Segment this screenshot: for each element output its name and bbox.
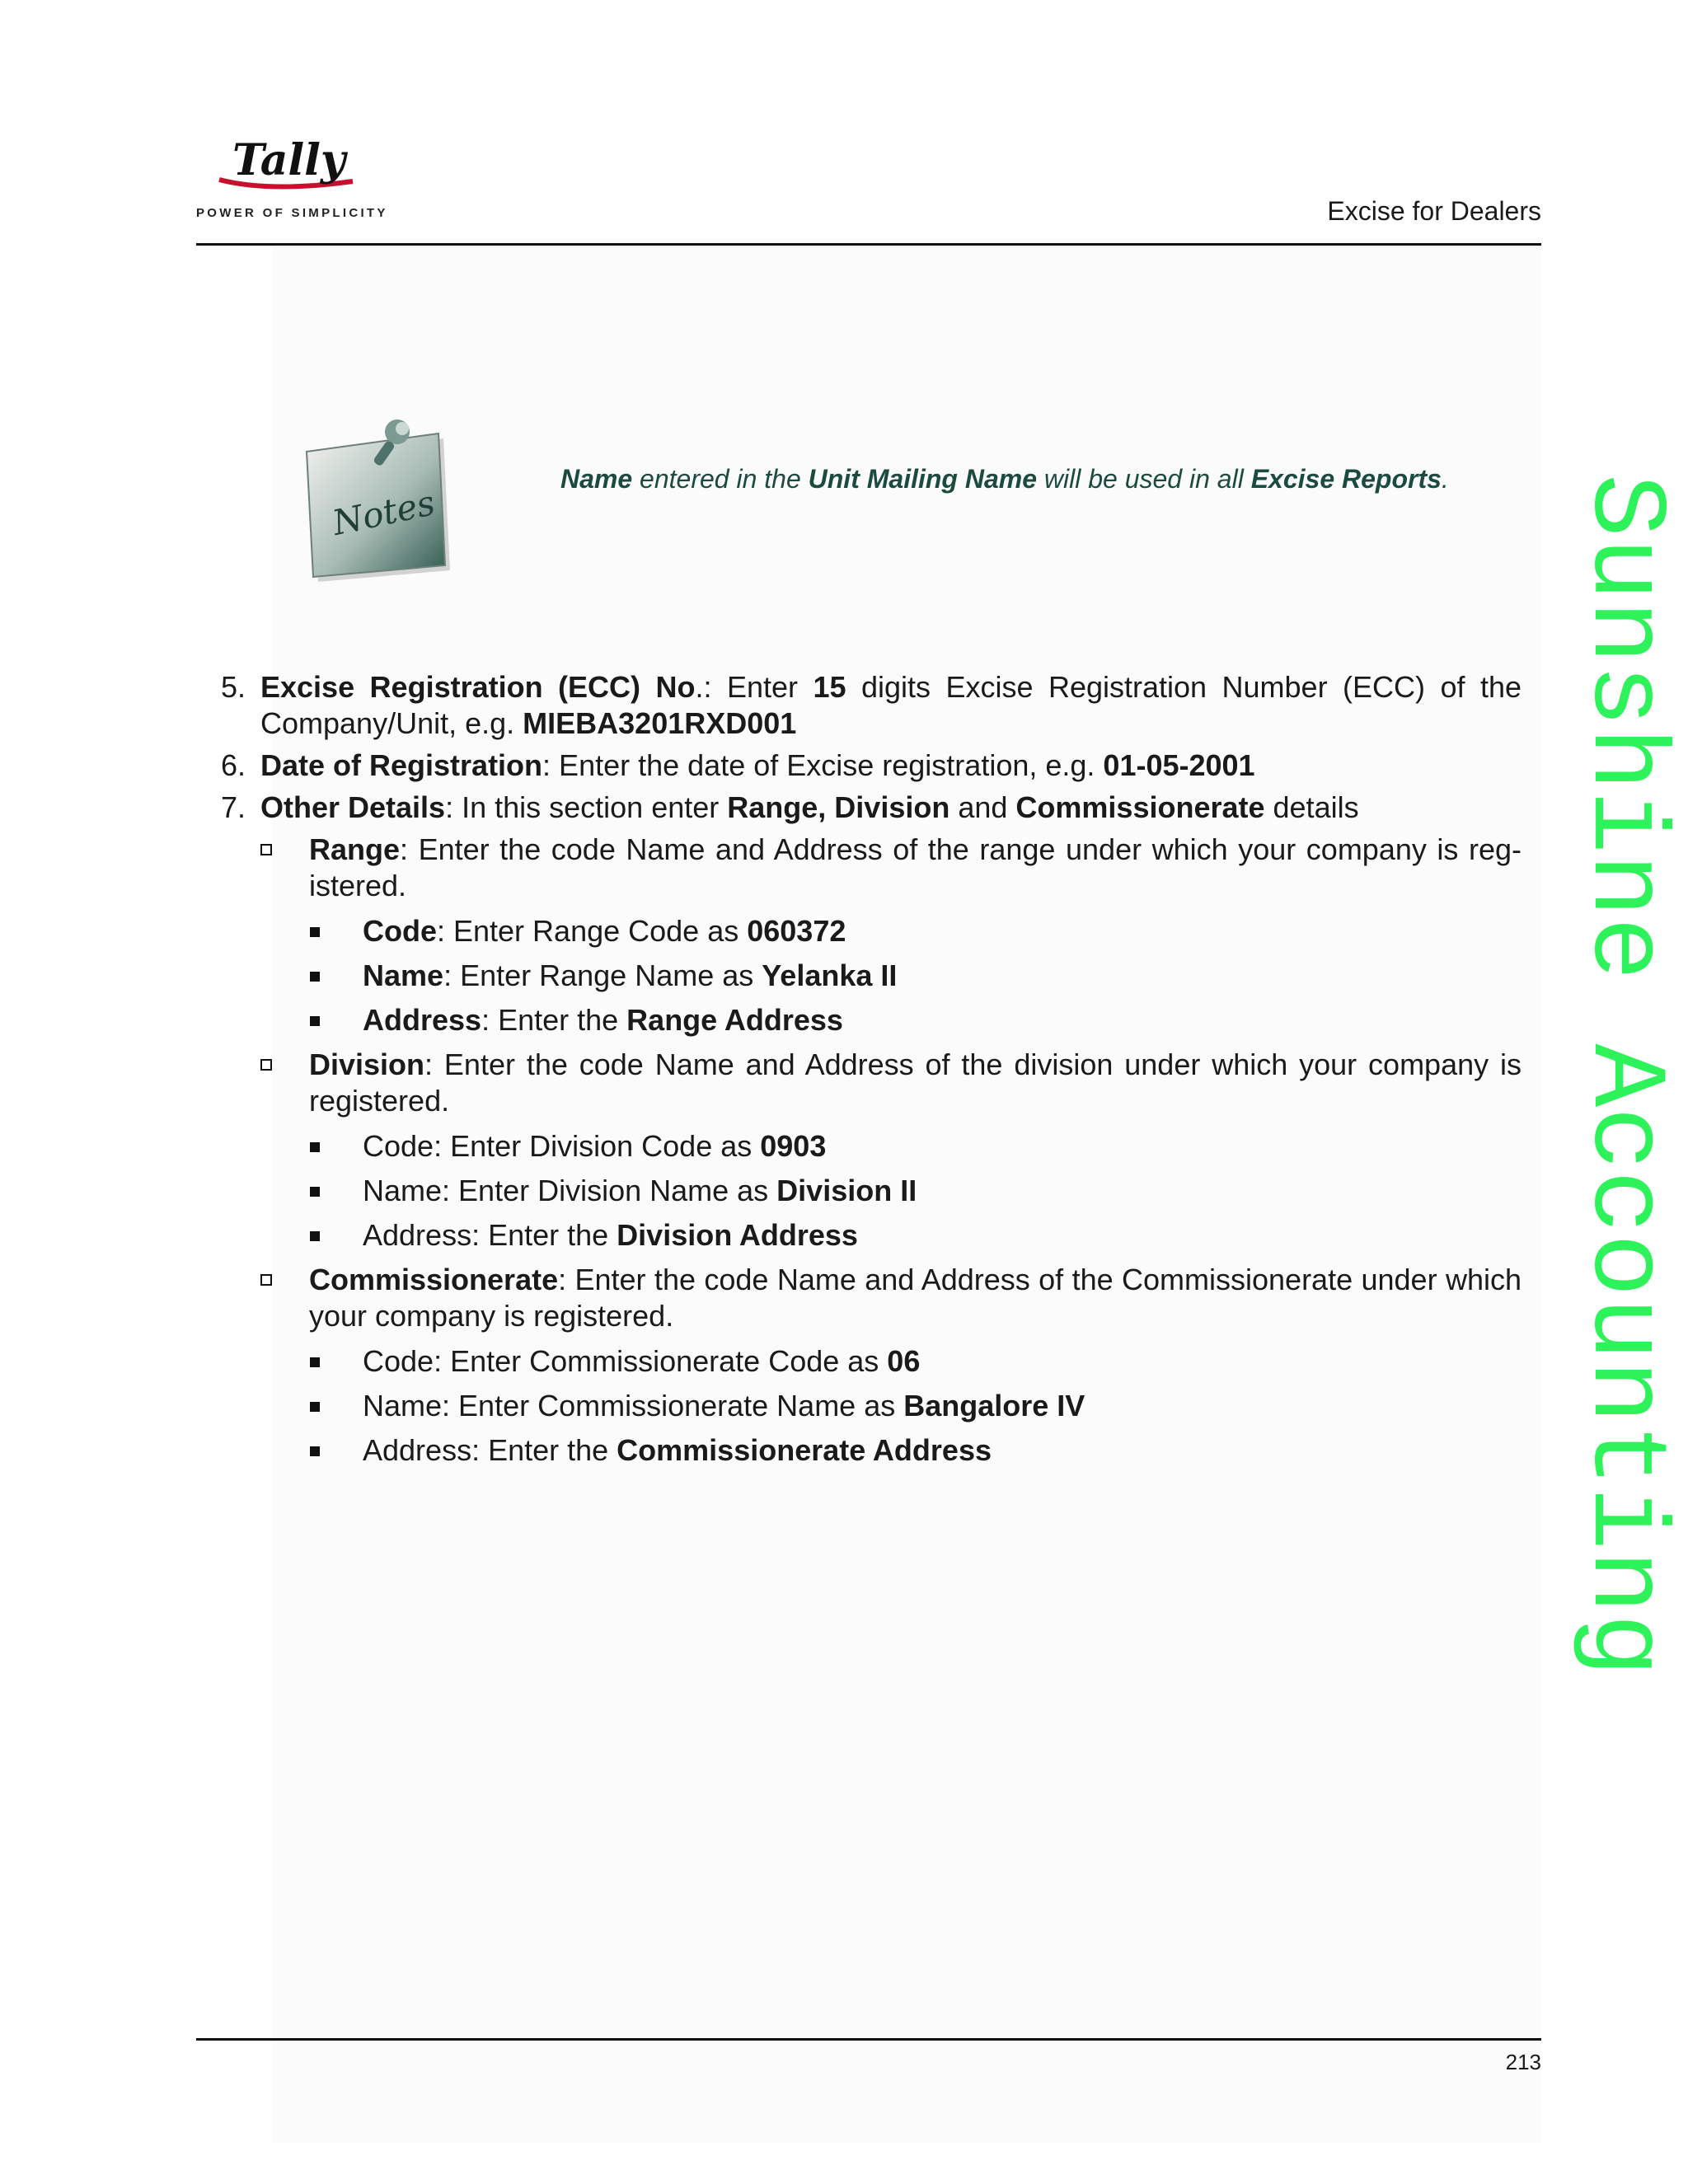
text: details <box>1264 790 1359 824</box>
list-item <box>221 1217 1522 1262</box>
bullet-icon <box>310 1402 320 1412</box>
other-details-label: Other Details <box>260 790 446 824</box>
page-number: 213 <box>1505 2050 1541 2074</box>
digit-count: 15 <box>813 670 846 704</box>
division-section <box>221 1047 1522 1119</box>
list-number: 6. <box>221 748 246 782</box>
chapter-title: Excise for Dealers <box>1327 196 1541 226</box>
value: 0903 <box>760 1129 827 1163</box>
text: : Enter the date of Excise registration, e.g. <box>542 748 1104 782</box>
label: Address <box>363 1003 482 1037</box>
list-item-7 <box>221 790 1522 826</box>
logo-wordmark: Tally <box>232 135 346 185</box>
date-example: 01-05-2001 <box>1103 748 1255 782</box>
value: 06 <box>887 1344 921 1378</box>
value: Commissionerate Address <box>617 1433 992 1467</box>
range-section <box>221 832 1522 904</box>
range-heading: Range <box>309 832 401 866</box>
text: Name: Enter Division Name as <box>363 1174 777 1207</box>
list-item-5 <box>221 669 1522 742</box>
value: Division II <box>776 1174 917 1207</box>
text: Address: Enter the <box>363 1433 617 1467</box>
notes-icon-label: Notes <box>328 482 438 544</box>
value: Yelanka II <box>762 958 898 992</box>
list-item <box>221 1173 1522 1217</box>
bullet-icon <box>310 972 320 982</box>
list-item <box>221 1128 1522 1173</box>
list-number: 7. <box>221 790 246 824</box>
value: Range Address <box>626 1003 843 1037</box>
text: Code: Enter Commissionerate Code as <box>363 1344 888 1378</box>
commissionerate-heading: Commissionerate <box>309 1263 559 1296</box>
note-text <box>560 464 1449 494</box>
bullet-icon <box>310 1187 320 1197</box>
ecc-example: MIEBA3201RXD001 <box>523 706 797 740</box>
header-rule <box>196 243 1541 246</box>
list-item <box>221 958 1522 1002</box>
list-item-6 <box>221 748 1522 784</box>
list-item <box>221 1343 1522 1388</box>
tally-logo-mark <box>196 132 394 206</box>
note-unit-mailing-name: Unit Mailing Name <box>808 464 1037 494</box>
division-heading: Division <box>309 1047 425 1081</box>
division-description: : Enter the code Name and Address of the division under which your company is registered. <box>309 1047 1522 1118</box>
bullet-icon <box>310 1446 320 1456</box>
list-number: 5. <box>221 670 246 704</box>
date-label: Date of Registration <box>260 748 543 782</box>
text: and <box>950 790 1016 824</box>
footer-rule <box>196 2038 1541 2041</box>
logo-tagline: POWER OF SIMPLICITY <box>196 206 388 220</box>
list-item <box>221 1388 1522 1432</box>
note-name: Name <box>560 464 633 494</box>
bullet-icon <box>310 1357 320 1367</box>
label: Code <box>363 914 437 948</box>
value: 060372 <box>747 914 846 948</box>
range-list <box>221 913 1522 1047</box>
tally-logo <box>196 132 394 223</box>
bullet-icon <box>310 1142 320 1152</box>
square-bullet-icon <box>260 844 272 855</box>
square-bullet-icon <box>260 1059 272 1071</box>
text: digits Excise Registration Number (ECC) of the Company/Unit, e.g. <box>260 670 1522 740</box>
square-bullet-icon <box>260 1274 272 1286</box>
ecc-label: Excise Registration (ECC) No <box>260 670 696 704</box>
main-content <box>221 669 1522 1483</box>
bullet-icon <box>310 1231 320 1241</box>
text: : Enter Range Name as <box>443 958 762 992</box>
bullet-icon <box>310 927 320 937</box>
range-description: : Enter the code Name and Address of the range under which your company is reg-istered. <box>309 832 1522 902</box>
bullet-icon <box>310 1016 320 1026</box>
notes-icon <box>297 412 462 589</box>
list-item <box>221 1432 1522 1477</box>
text: .: Enter <box>695 670 814 704</box>
commissionerate-list <box>221 1343 1522 1477</box>
watermark: Sunshine Accounting <box>1564 474 1683 1677</box>
value: Division Address <box>617 1218 858 1252</box>
note-text-part: entered in the <box>632 464 809 494</box>
range-division: Range, Division <box>727 790 950 824</box>
list-item <box>221 1002 1522 1047</box>
list-item <box>221 913 1522 958</box>
text: Address: Enter the <box>363 1218 617 1252</box>
value: Bangalore IV <box>903 1389 1085 1422</box>
text: : In this section enter <box>445 790 728 824</box>
commissionerate-description: : Enter the code Name and Address of the Commissionerate under which your company is registered. <box>309 1263 1522 1333</box>
note-text-part: . <box>1441 464 1449 494</box>
text: Name: Enter Commissionerate Name as <box>363 1389 904 1422</box>
text: Code: Enter Division Code as <box>363 1129 761 1163</box>
text: : Enter the <box>481 1003 627 1037</box>
commissionerate: Commissionerate <box>1015 790 1265 824</box>
commissionerate-section <box>221 1262 1522 1334</box>
division-list <box>221 1128 1522 1262</box>
note-text-part: will be used in all <box>1037 464 1251 494</box>
note-excise-reports: Excise Reports <box>1250 464 1442 494</box>
text: : Enter Range Code as <box>437 914 748 948</box>
label: Name <box>363 958 444 992</box>
